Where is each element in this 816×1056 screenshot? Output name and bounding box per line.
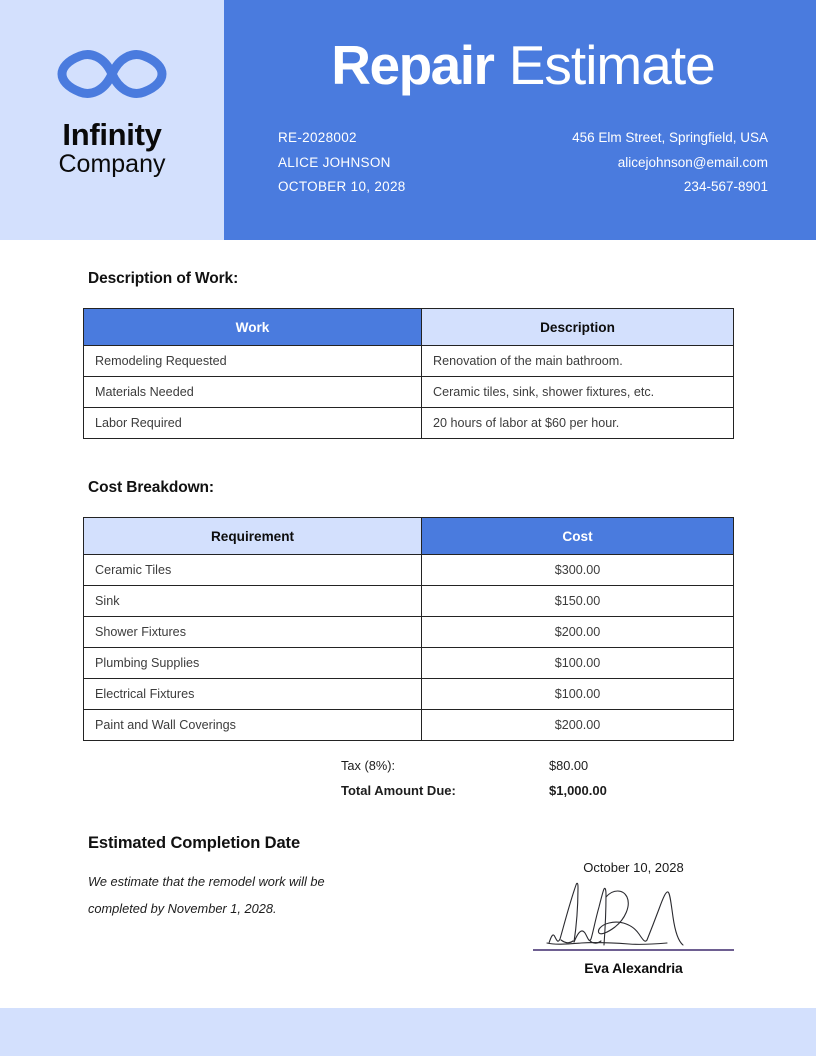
- tax-row: [341, 758, 671, 783]
- work-cell-label: Remodeling Requested: [84, 346, 422, 377]
- brand-subtitle: Company: [58, 150, 166, 179]
- cost-col-header-requirement: Requirement: [84, 518, 422, 555]
- work-cell-value: 20 hours of labor at $60 per hour.: [422, 408, 734, 439]
- signature-rule: [533, 949, 734, 951]
- cost-cell-label: Shower Fixtures: [84, 617, 422, 648]
- signature-name: Eva Alexandria: [584, 960, 683, 976]
- table-row: [84, 648, 734, 679]
- footer-band: [0, 1008, 816, 1056]
- tax-label: Tax (8%):: [341, 758, 396, 773]
- tax-value: $80.00: [549, 758, 589, 773]
- table-row: [84, 555, 734, 586]
- completion-text: We estimate that the remodel work will be completed by November 1, 2028.: [88, 874, 325, 916]
- cost-cell-label: Electrical Fixtures: [84, 679, 422, 710]
- page-title: [278, 34, 768, 96]
- company-address: 456 Elm Street, Springfield, USA: [572, 130, 768, 145]
- cost-section-heading: Cost Breakdown:: [88, 479, 214, 496]
- cost-cell-value: $200.00: [422, 710, 734, 741]
- cost-table: [83, 517, 734, 741]
- cost-cell-label: Ceramic Tiles: [84, 555, 422, 586]
- totals-block: [341, 758, 671, 808]
- cost-col-header-cost: Cost: [422, 518, 734, 555]
- table-header-row: [84, 518, 734, 555]
- title-panel: [224, 0, 816, 240]
- completion-heading: Estimated Completion Date: [88, 834, 301, 852]
- table-row: [84, 408, 734, 439]
- signature-date: October 10, 2028: [583, 860, 684, 875]
- brand-panel: [0, 0, 224, 240]
- estimate-number: RE-2028002: [278, 130, 357, 145]
- work-cell-value: Ceramic tiles, sink, shower fixtures, etc.: [422, 377, 734, 408]
- table-row: [84, 617, 734, 648]
- cost-cell-label: Sink: [84, 586, 422, 617]
- table-row: [84, 377, 734, 408]
- cost-cell-value: $300.00: [422, 555, 734, 586]
- work-col-header-description: Description: [422, 309, 734, 346]
- table-row: [84, 679, 734, 710]
- cost-cell-value: $150.00: [422, 586, 734, 617]
- table-row: [84, 346, 734, 377]
- header-meta-right: [572, 130, 768, 195]
- header-meta: [278, 130, 768, 195]
- cost-cell-value: $100.00: [422, 679, 734, 710]
- work-cell-value: Renovation of the main bathroom.: [422, 346, 734, 377]
- client-name: ALICE JOHNSON: [278, 154, 391, 170]
- total-label: Total Amount Due:: [341, 783, 456, 798]
- handwritten-signature-icon: [533, 877, 734, 949]
- table-row: [84, 586, 734, 617]
- table-row: [84, 710, 734, 741]
- cost-cell-value: $100.00: [422, 648, 734, 679]
- document-header: [0, 0, 816, 240]
- brand-name: Infinity: [62, 117, 162, 152]
- title-strong: Repair: [331, 34, 494, 96]
- work-table: [83, 308, 734, 439]
- work-cell-label: Labor Required: [84, 408, 422, 439]
- total-value: $1,000.00: [549, 783, 607, 798]
- work-col-header-work: Work: [84, 309, 422, 346]
- work-section-heading: Description of Work:: [88, 270, 239, 287]
- cost-cell-label: Plumbing Supplies: [84, 648, 422, 679]
- company-phone: 234-567-8901: [683, 179, 768, 195]
- estimate-date: OCTOBER 10, 2028: [278, 179, 406, 195]
- work-cell-label: Materials Needed: [84, 377, 422, 408]
- infinity-icon: [49, 42, 175, 106]
- cost-cell-value: $200.00: [422, 617, 734, 648]
- table-header-row: [84, 309, 734, 346]
- header-meta-left: [278, 130, 406, 195]
- cost-cell-label: Paint and Wall Coverings: [84, 710, 422, 741]
- company-email: alicejohnson@email.com: [617, 154, 768, 170]
- signature-block: [533, 860, 734, 976]
- title-light: Estimate: [508, 34, 715, 96]
- total-row: [341, 783, 671, 808]
